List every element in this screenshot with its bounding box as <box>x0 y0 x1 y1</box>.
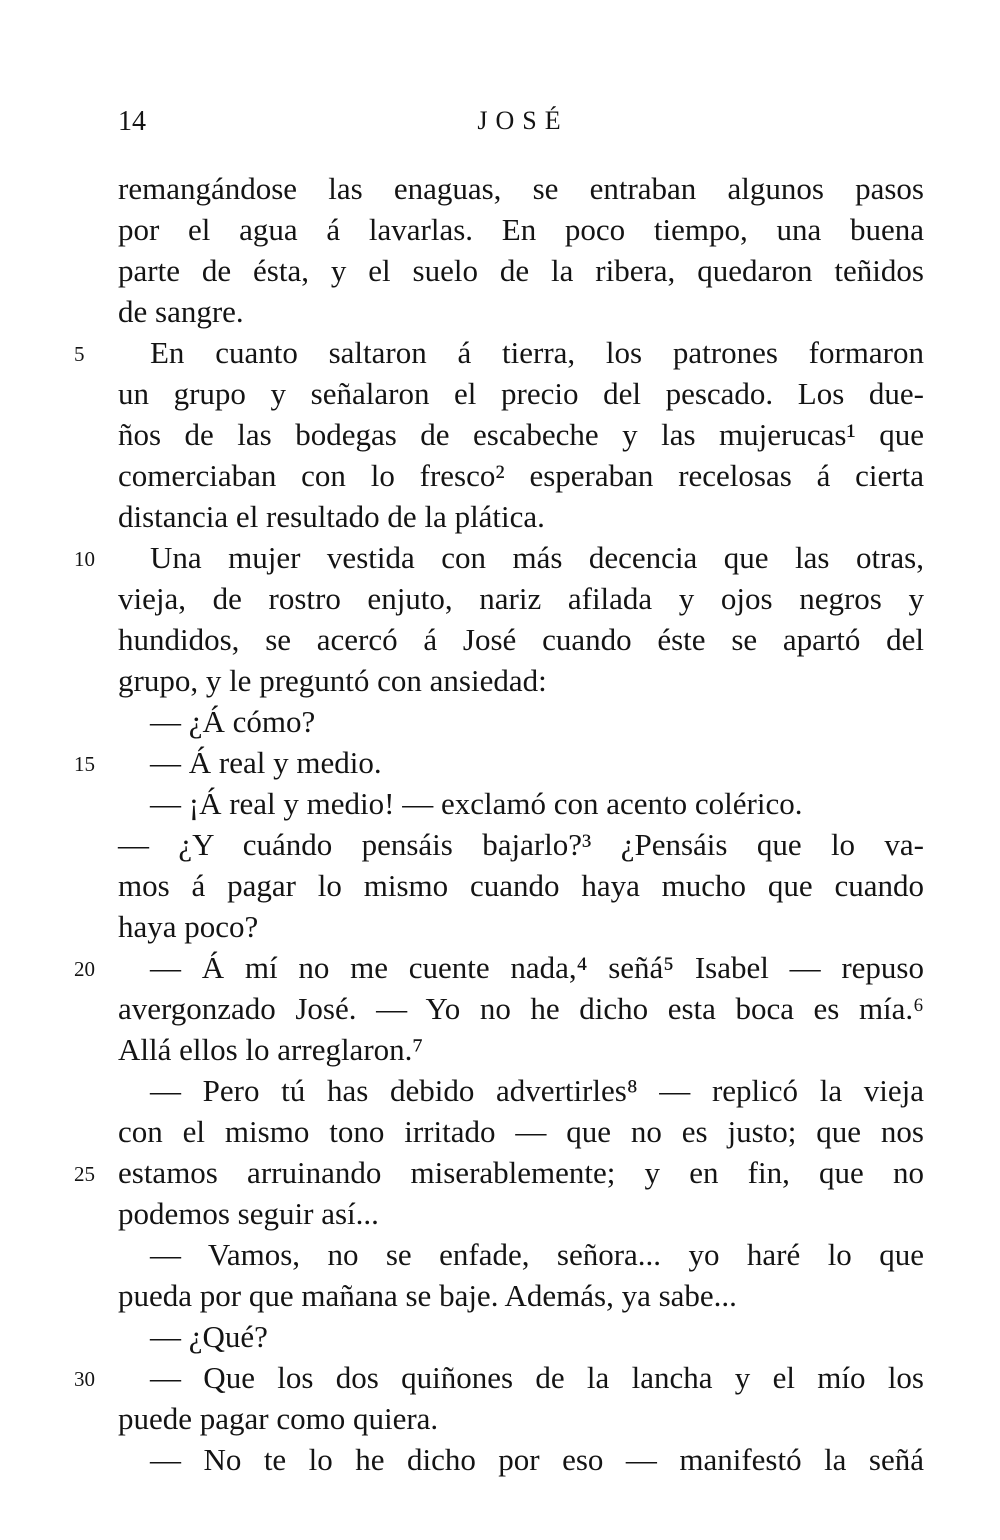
line-text: — ¿Á cómo? <box>150 704 316 739</box>
page-header <box>118 106 928 146</box>
running-title: JOSÉ <box>477 106 569 135</box>
text-line <box>0 1439 1000 1480</box>
text-line <box>0 824 1000 865</box>
text-line <box>0 209 1000 250</box>
text-line <box>0 742 1000 783</box>
line-number: 15 <box>74 752 95 776</box>
line-text: puede pagar como quiera. <box>118 1401 439 1436</box>
text-line <box>0 414 1000 455</box>
text-line <box>0 906 1000 947</box>
text-line <box>0 1275 1000 1316</box>
line-text: mos á pagar lo mismo cuando haya mucho que cuando <box>118 868 924 903</box>
line-text: vieja, de rostro enjuto, nariz afilada y ojos negros y <box>118 581 924 616</box>
text-line <box>0 578 1000 619</box>
line-text: por el agua á lavarlas. En poco tiempo, una buena <box>118 212 924 247</box>
line-number: 5 <box>74 342 85 366</box>
text-line <box>0 1152 1000 1193</box>
text-line <box>0 1398 1000 1439</box>
line-text: — Pero tú has debido advertirles⁸ — replicó la vieja <box>150 1073 924 1108</box>
text-line <box>0 250 1000 291</box>
text-line <box>0 373 1000 414</box>
text-line <box>0 1316 1000 1357</box>
line-text: distancia el resultado de la plática. <box>118 499 545 534</box>
body-text <box>0 168 1000 1480</box>
text-line <box>0 783 1000 824</box>
line-text: podemos seguir así... <box>118 1196 379 1231</box>
text-line <box>0 701 1000 742</box>
line-text: parte de ésta, y el suelo de la ribera, quedaron teñidos <box>118 253 924 288</box>
text-line <box>0 619 1000 660</box>
line-text: estamos arruinando miserablemente; y en fin, que no <box>118 1155 924 1190</box>
text-line <box>0 291 1000 332</box>
text-line <box>0 865 1000 906</box>
line-number: 20 <box>74 957 95 981</box>
line-text: Allá ellos lo arreglaron.⁷ <box>118 1032 424 1067</box>
line-text: hundidos, se acercó á José cuando éste se apartó del <box>118 622 924 657</box>
line-text: — ¿Y cuándo pensáis bajarlo?³ ¿Pensáis que lo va- <box>118 827 924 862</box>
line-text: — No te lo he dicho por eso — manifestó la señá <box>150 1442 924 1477</box>
text-line <box>0 1029 1000 1070</box>
line-text: con el mismo tono irritado — que no es justo; que nos <box>118 1114 924 1149</box>
text-line <box>0 660 1000 701</box>
line-text: de sangre. <box>118 294 244 329</box>
text-line <box>0 1357 1000 1398</box>
text-line <box>0 537 1000 578</box>
line-text: — ¿Qué? <box>150 1319 268 1354</box>
line-text: — Vamos, no se enfade, señora... yo haré lo que <box>150 1237 924 1272</box>
line-number: 30 <box>74 1367 95 1391</box>
line-text: Una mujer vestida con más decencia que las otras, <box>150 540 924 575</box>
line-text: comerciaban con lo fresco² esperaban recelosas á cierta <box>118 458 924 493</box>
line-number: 10 <box>74 547 95 571</box>
text-line <box>0 988 1000 1029</box>
line-text: avergonzado José. — Yo no he dicho esta boca es mía.⁶ <box>118 991 924 1026</box>
line-text: ños de las bodegas de escabeche y las mujerucas¹ que <box>118 417 924 452</box>
page-number: 14 <box>118 106 146 137</box>
text-line <box>0 1070 1000 1111</box>
text-line <box>0 496 1000 537</box>
line-text: remangándose las enaguas, se entraban algunos pasos <box>118 171 924 206</box>
line-text: pueda por que mañana se baje. Además, ya sabe... <box>118 1278 737 1313</box>
line-text: En cuanto saltaron á tierra, los patrones formaron <box>150 335 924 370</box>
text-line <box>0 1193 1000 1234</box>
line-text: — ¡Á real y medio! — exclamó con acento colérico. <box>150 786 803 821</box>
text-line <box>0 168 1000 209</box>
line-text: grupo, y le preguntó con ansiedad: <box>118 663 547 698</box>
text-line <box>0 455 1000 496</box>
line-text: — Á mí no me cuente nada,⁴ señá⁵ Isabel — repuso <box>150 950 924 985</box>
line-number: 25 <box>74 1162 95 1186</box>
text-line <box>0 1111 1000 1152</box>
line-text: un grupo y señalaron el precio del pescado. Los due- <box>118 376 924 411</box>
line-text: — Á real y medio. <box>150 745 382 780</box>
text-line <box>0 332 1000 373</box>
text-line <box>0 947 1000 988</box>
line-text: — Que los dos quiñones de la lancha y el mío los <box>150 1360 924 1395</box>
line-text: haya poco? <box>118 909 259 944</box>
text-line <box>0 1234 1000 1275</box>
